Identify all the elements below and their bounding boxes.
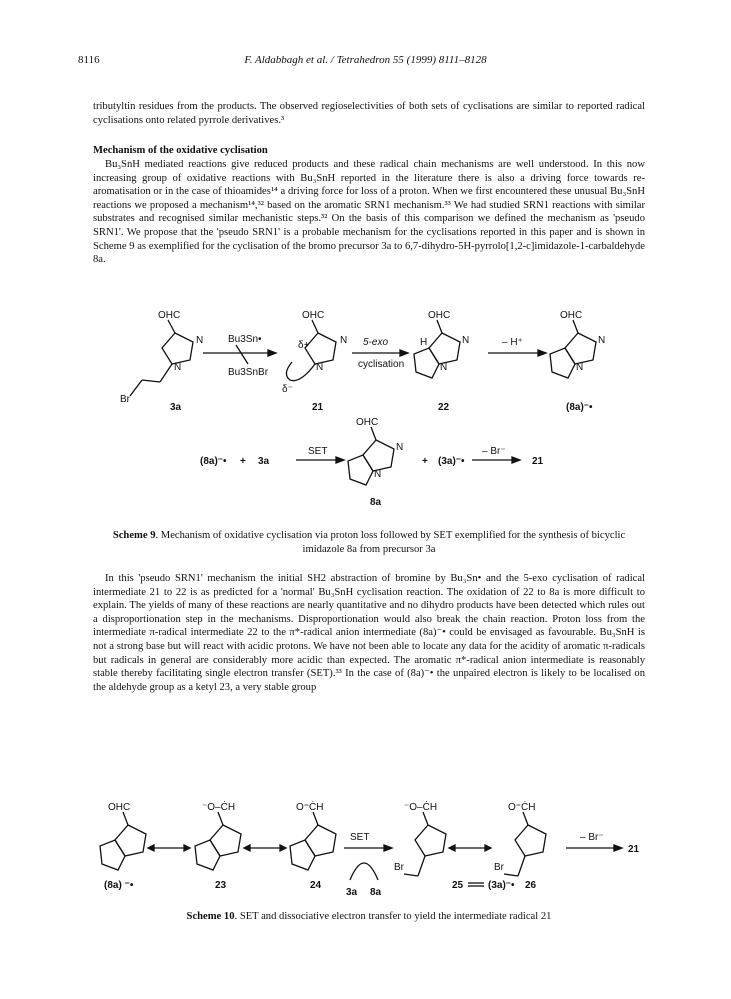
n-8a: N (396, 442, 404, 453)
n-21: N (340, 335, 348, 346)
br-25: Br (394, 862, 404, 873)
loss-label: – Br⁻ (580, 832, 604, 843)
delta-minus: δ⁻ (282, 384, 293, 395)
label-3a-anion: (3a)⁻• (488, 880, 515, 891)
row2-result: 21 (532, 456, 544, 467)
label-8a-s10: (8a) ⁻• (104, 880, 134, 891)
running-head: F. Aldabbagh et al. / Tetrahedron 55 (1999) 8111–8128 (244, 54, 487, 66)
n-8a-anion: N (598, 335, 606, 346)
scheme-10-label: Scheme 10 (186, 911, 235, 922)
n2-8a-anion: N (576, 362, 584, 373)
row2-left: (8a)⁻• (200, 456, 227, 467)
row2-plus2: + (422, 456, 428, 467)
label-24: 24 (310, 880, 322, 891)
row2-loss: – Br⁻ (482, 446, 506, 457)
set-in: 3a (346, 887, 358, 898)
ohc-8a-anion: OHC (560, 310, 583, 321)
scheme-10-caption (93, 910, 645, 924)
row2-plus1: + (240, 456, 246, 467)
group-25: ⁻O–ĊH (404, 802, 438, 813)
br-26: Br (494, 862, 504, 873)
delta-plus: δ+ (298, 340, 310, 351)
label-21-s10: 21 (628, 844, 640, 855)
reagent-bottom: Bu3SnBr (228, 367, 269, 378)
ohc-21: OHC (302, 310, 325, 321)
ohc-8a: OHC (356, 417, 379, 428)
step3: – H⁺ (502, 337, 523, 348)
set-label: SET (350, 832, 370, 843)
paragraph-2: Bu₃SnH mediated reactions give reduced products and these radical chain mechanisms are well understood. In this now increasing group of oxidative reactions with Bu₃SnH reported in the literature there is also a driving force towards re-aromatisation or in the case of thioamides¹⁴ a driving force for loss of a proton. When we first encountered these unusual Bu₃SnH reactions we proposed a mechanism¹⁴,³² based on the aromatic SRN1 mechanism.³³ We had studied SRN1 reactions with similar substrates and recognised similar mechanistic steps.³² On the basis of this comparison we defined the mechanism as 'pseudo SRN1'. We propose that the 'pseudo SRN1' is a probable mechanism for the cyclisations reported in this paper and is shown in Scheme 9 as exemplified for the cyclisation of the bromo precursor 3a to 6,7-dihydro-5H-pyrrolo[1,2-c]imidazole-1-carbaldehyde 8a. (93, 159, 645, 266)
label-3a: 3a (170, 402, 182, 413)
n-22: N (462, 335, 470, 346)
group-23: ⁻O–ĊH (202, 802, 236, 813)
group-26: O⁼ĊH (508, 802, 536, 813)
paragraph-1: tributyltin residues from the products. The observed regioselectivities of both sets of cyclisations are similar to reported radical cyclisations onto related pyrrole derivatives.³ (93, 101, 645, 126)
scheme-10-caption-text: . SET and dissociative electron transfer to yield the intermediate radical 21 (234, 911, 552, 922)
h-22: H (420, 337, 428, 348)
label-22: 22 (438, 402, 450, 413)
group-8a: OHC (108, 802, 131, 813)
row2-product: 8a (370, 497, 382, 508)
label-8a-anion: (8a)⁻• (566, 402, 593, 413)
ohc-22: OHC (428, 310, 451, 321)
br-3a: Br (120, 394, 130, 405)
ohc-3a: OHC (158, 310, 181, 321)
group-24: O⁼ĊH (296, 802, 324, 813)
label-25: 25 (452, 880, 464, 891)
row2-anion: (3a)⁻• (438, 456, 465, 467)
paragraph-3: In this 'pseudo SRN1' mechanism the initial SH2 abstraction of bromine by Bu₃Sn• and the 5-exo cyclisation of radical intermediate 21 to 22 is as predicted for a 'normal' Bu₃SnH cyclisation reaction. The oxidation of 22 to 8a is more difficult to explain. The yields of many of these reactions are nearly quantitative and no dihydro products have been detected which rules out a disproportionation step in the mechanisms. Disproportionation would also break the chain reaction. Proton loss from the intermediate π-radical intermediate 22 to the π*-radical anion intermediate (8a)⁻• could be envisaged as favourable. Bu₃SnH is not a strong base but will react with acidic protons. We have not been able to locate any data for the acidity of aromatic π-radicals but radicals in general are considerably more acidic than expected. The aromatic π*-radical anion intermediate is reasonably stable thereby facilitating single electron transfer (SET).³³ In the case of (8a)⁻• the unpaired electron is likely to be localised on the aldehyde group as a ketyl 23, a very stable group (93, 573, 645, 693)
row2-arrow-label: SET (308, 446, 328, 457)
step2-top: 5-exo (363, 337, 389, 348)
label-23: 23 (215, 880, 227, 891)
section-heading: Mechanism of the oxidative cyclisation (93, 145, 268, 156)
n-3a: N (196, 335, 204, 346)
label-26: 26 (525, 880, 537, 891)
n2-3a: N (174, 362, 182, 373)
page-number: 8116 (78, 54, 100, 66)
row2-reactant: 3a (258, 456, 270, 467)
reagent-top: Bu3Sn• (228, 334, 262, 345)
step2-bottom: cyclisation (358, 359, 405, 370)
scheme-9-label: Scheme 9 (112, 530, 156, 541)
n2-22: N (440, 362, 448, 373)
n2-8a: N (374, 469, 382, 480)
set-out: 8a (370, 887, 382, 898)
scheme-9-caption-text: . Mechanism of oxidative cyclisation via proton loss followed by SET exemplified for the synthesis of bicyclic imidazole 8a from precursor 3a (155, 530, 626, 555)
n2-21: N (316, 362, 324, 373)
label-21: 21 (312, 402, 324, 413)
